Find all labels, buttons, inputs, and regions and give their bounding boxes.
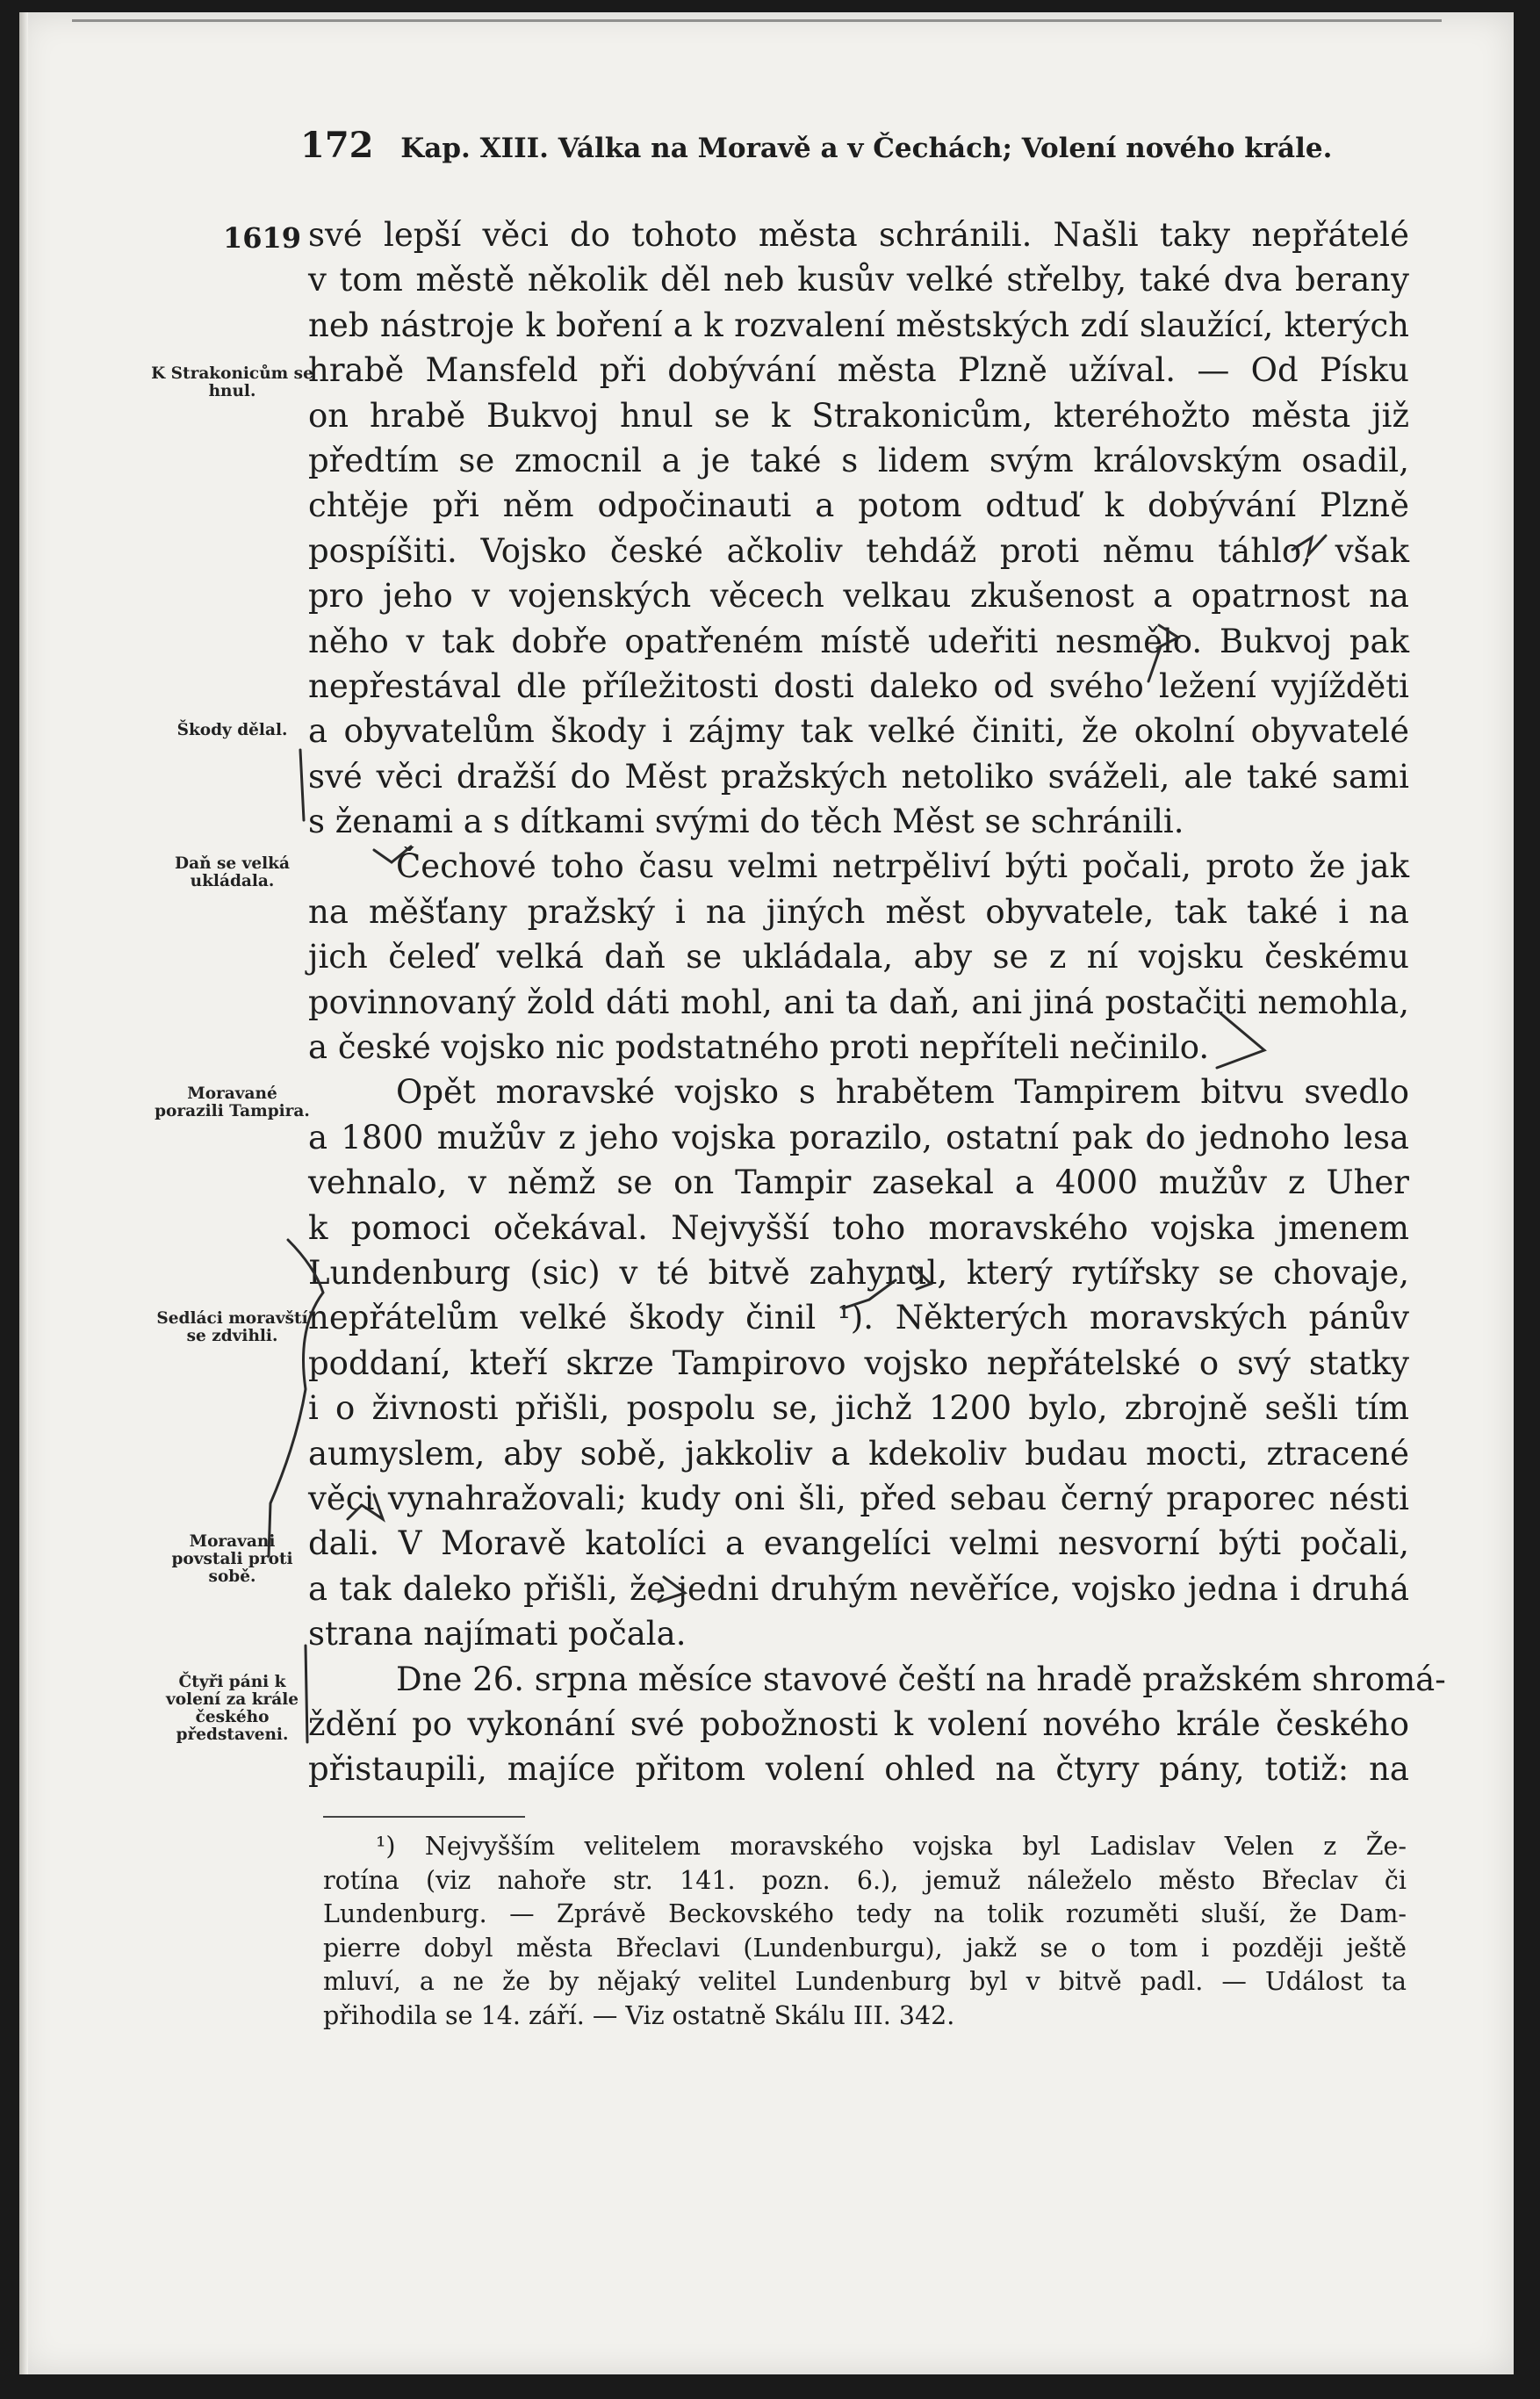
footnote-line: Lundenburg. — Zprávě Beckovského tedy na tolik rozuměti sluší, že Dam- [323, 1899, 1407, 1928]
text-line: nepřestával dle příležitosti dosti daleko od svého ležení vyjížděti [308, 666, 1409, 705]
pencil-mark [306, 1646, 307, 1742]
margin-note-skody: Škody dělal. [176, 721, 288, 739]
text-line: on hrabě Bukvoj hnul se k Strakonicům, kteréhožto města již [308, 396, 1409, 435]
margin-note-moravani: Moravani povstali proti sobě. [171, 1532, 293, 1586]
text-line: jich čeleď velká daň se ukládala, aby se z ní vojsku českému [308, 938, 1409, 976]
text-line: a 1800 mužův z jeho vojska porazilo, ostatní pak do jednoho lesa [308, 1118, 1409, 1156]
text-line: neb nástroje k boření a k rozvalení městských zdí slaužící, kterých [308, 306, 1409, 344]
footnote-line: přihodila se 14. září. — Viz ostatně Skálu III. 342. [323, 2000, 955, 2030]
margin-note-dan: Daň se velká ukládala. [175, 854, 290, 890]
handwritten-annotations [19, 12, 1514, 2374]
text-line: předtím se zmocnil a je také s lidem svým královským osadil, [308, 441, 1409, 479]
text-line: své věci dražší do Měst pražských netoliko sváželi, ale také sami [308, 757, 1409, 796]
text-line: aumyslem, aby sobě, jakkoliv a kdekoliv budau mocti, ztracené [308, 1434, 1409, 1473]
pencil-mark [1217, 1013, 1264, 1068]
pencil-mark [1292, 536, 1326, 555]
text-line: Dne 26. srpna měsíce stavové čeští na hradě pražském shromá- [396, 1660, 1446, 1698]
text-line: Opět moravské vojsko s hrabětem Tampirem bitvu svedlo [396, 1073, 1409, 1112]
text-line: poddaní, kteří skrze Tampirovo vojsko nepřátelské o svý statky [308, 1344, 1409, 1382]
text-line: povinnovaný žold dáti mohl, ani ta daň, ani jiná postačiti nemohla, [308, 983, 1409, 1021]
text-line: své lepší věci do tohoto města schránili. Našli taky nepřátelé [308, 216, 1409, 254]
footnote-line: mluví, a ne že by nějaký velitel Lundenburg byl v bitvě padl. — Událost ta [323, 1967, 1407, 1996]
pencil-mark [300, 750, 304, 820]
footnote-line: ¹) Nejvyšším velitelem moravského vojska byl Ladislav Velen z Že- [376, 1832, 1407, 1861]
text-line: i o živnosti přišli, pospolu se, jichž 1200 bylo, zbrojně sešli tím [308, 1389, 1409, 1428]
footnote-line: pierre dobyl města Břeclavi (Lundenburgu), jakž se o tom i později ještě [323, 1933, 1407, 1963]
pencil-mark [913, 1266, 931, 1289]
text-line: chtěje při něm odpočinauti a potom odtuď k dobývání Plzně [308, 486, 1409, 525]
text-line: na měšťany pražský i na jiných měst obyvatele, tak také i na [308, 892, 1409, 931]
pencil-mark [658, 1577, 685, 1602]
margin-note-sedlaci: Sedláci moravští se zdvihli. [156, 1309, 308, 1345]
text-line: vehnalo, v němž se on Tampir zasekal a 4000 mužův z Uher [308, 1163, 1409, 1202]
footnote-line: rotína (viz nahoře str. 141. pozn. 6.), jemuž náleželo město Břeclav či [323, 1865, 1407, 1895]
pencil-mark [348, 1495, 383, 1519]
pencil-mark [269, 1240, 323, 1556]
text-line: ždění po vykonání své pobožnosti k volení nového krále českého [308, 1704, 1409, 1743]
text-line: věci vynahražovali; kudy oni šli, před sebau černý praporec nésti [308, 1479, 1409, 1517]
text-line: hrabě Mansfeld při dobývání města Plzně užíval. — Od Písku [308, 351, 1409, 390]
text-line: a české vojsko nic podstatného proti nepříteli nečinilo. [308, 1028, 1210, 1067]
pencil-mark [1157, 625, 1178, 648]
pencil-mark [374, 846, 411, 862]
text-line: a obyvatelům škody i zájmy tak velké činiti, že okolní obyvatelé [308, 712, 1409, 751]
text-line: v tom městě několik děl neb kusův velké střelby, také dva berany [308, 261, 1409, 299]
page-number: 172 [300, 125, 374, 166]
pencil-mark [843, 1280, 896, 1308]
text-line: přistaupili, majíce přitom volení ohled na čtyry pány, totiž: na [308, 1750, 1409, 1789]
text-line: s ženami a s dítkami svými do těch Měst se schránili. [308, 803, 1184, 841]
text-line: pospíšiti. Vojsko české ačkoliv tehdáž proti němu táhlo, však [308, 531, 1409, 570]
margin-note-ctyri-pani: Čtyři páni k volení za krále českého představeni. [165, 1673, 299, 1744]
pencil-mark [1148, 646, 1161, 681]
text-line: dali. V Moravě katolíci a evangelíci velmi nesvorní býti počali, [308, 1524, 1409, 1563]
text-line: něho v tak dobře opatřeném místě udeřiti nesmělo. Bukvoj pak [308, 622, 1409, 660]
margin-note-strakonice: K Strakonicům se hnul. [151, 364, 313, 400]
chapter-title: Kap. XIII. Válka na Moravě a v Čechách; Volení nového krále. [400, 133, 1333, 164]
book-page [19, 12, 1514, 2374]
text-line: Čechové toho času velmi netrpěliví býti počali, proto že jak [396, 847, 1409, 886]
text-line: nepřátelům velké škody činil ¹). Některých moravských pánův [308, 1299, 1409, 1337]
text-line: Lundenburg (sic) v té bitvě zahynul, který rytířsky se chovaje, [308, 1253, 1409, 1292]
margin-note-moravane: Moravané porazili Tampira. [155, 1084, 310, 1120]
text-line: pro jeho v vojenských věcech velkau zkušenost a opatrnost na [308, 577, 1409, 616]
text-line: strana najímati počala. [308, 1615, 687, 1653]
text-line: k pomoci očekával. Nejvyšší toho moravského vojska jmenem [308, 1208, 1409, 1247]
text-line: a tak daleko přišli, že jedni druhým nevěříce, vojsko jedna i druhá [308, 1569, 1409, 1608]
margin-year: 1619 [223, 221, 302, 255]
